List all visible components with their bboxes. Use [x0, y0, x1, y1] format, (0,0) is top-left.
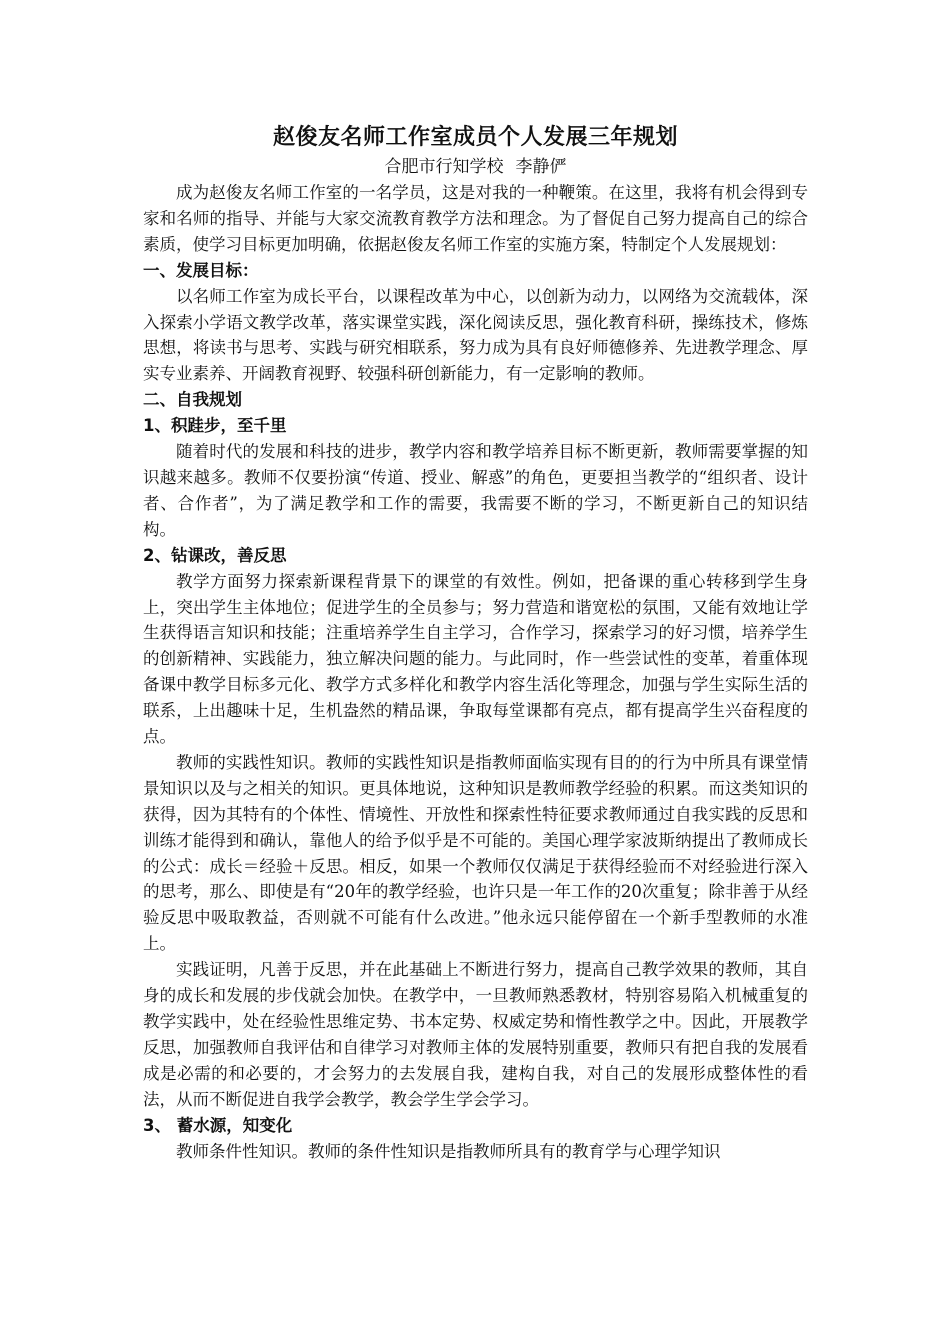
author-school: 合肥市行知学校	[384, 157, 504, 177]
section-heading-self-plan: 二、自我规划	[143, 390, 242, 410]
subsection-3-paragraph: 教师条件性知识。教师的条件性知识是指教师所具有的教育学与心理学知识	[176, 1141, 721, 1161]
subsection-1-paragraph: 随着时代的发展和科技的进步，教学内容和教学培养目标不断更新，教师需要掌握的知识越来越多。教师不仅要扮演“传道、授业、解惑”的角色，更要担当教学的“组织者、设计者、合作者”，为了满足教学和工作的需要，我需要不断的学习，不断更新自己的知识结构。	[143, 442, 808, 539]
subsection-heading-1: 1、积跬步，至千里	[143, 416, 287, 436]
subsection-2-paragraph-3: 实践证明，凡善于反思，并在此基础上不断进行努力，提高自己教学效果的教师，其自身的成长和发展的步伐就会加快。在教学中，一旦教师熟悉教材，特别容易陷入机械重复的教学实践中，处在经验性思维定势、书本定势、权威定势和惰性教学之中。因此，开展教学反思，加强教师自我评估和自律学习对教师主体的发展特别重要，教师只有把自我的发展看成是必需的和必要的，才会努力的去发展自我，建构自我，对自己的发展形成整体性的看法，从而不断促进自我学会教学，教会学生学会学习。	[143, 960, 808, 1109]
subsection-2-paragraph-2: 教师的实践性知识。教师的实践性知识是指教师面临实现有目的的行为中所具有课堂情景知识以及与之相关的知识。更具体地说，这种知识是教师教学经验的积累。而这类知识的获得，因为其特有的个体性、情境性、开放性和探索性特征要求教师通过自我实践的反思和训练才能得到和确认，靠他人的给予似乎是不可能的。美国心理学家波斯纳提出了教师成长的公式：成长＝经验＋反思。相反，如果一个教师仅仅满足于获得经验而不对经验进行深入的思考，那么、即使是有“20年的教学经验，也许只是一年工作的20次重复；除非善于从经验反思中吸取教益，否则就不可能有什么改进。”他永远只能停留在一个新手型教师的水准上。	[143, 752, 808, 954]
subsection-heading-3: 3、 蓄水源，知变化	[143, 1115, 293, 1135]
subsection-heading-2: 2、钻课改，善反思	[143, 545, 287, 565]
author-name: 李静俨	[515, 157, 567, 177]
author-line	[143, 154, 808, 180]
intro-paragraph: 成为赵俊友名师工作室的一名学员，这是对我的一种鞭策。在这里，我将有机会得到专家和名师的指导、并能与大家交流教育教学方法和理念。为了督促自己努力提高自己的综合素质，使学习目标更加明确，依据赵俊友名师工作室的实施方案，特制定个人发展规划：	[143, 183, 808, 254]
section-heading-goals: 一、发展目标：	[143, 260, 259, 280]
document-title: 赵俊友名师工作室成员个人发展三年规划	[272, 125, 678, 150]
subsection-2-paragraph-1: 教学方面努力探索新课程背景下的课堂的有效性。例如，把备课的重心转移到学生身上，突出学生主体地位；促进学生的全员参与；努力营造和谐宽松的氛围，又能有效地让学生获得语言知识和技能；注重培养学生自主学习，合作学习，探索学习的好习惯，培养学生的创新精神、实践能力，独立解决问题的能力。与此同时，作一些尝试性的变革，着重体现备课中教学目标多元化、教学方式多样化和教学内容生活化等理念，加强与学生实际生活的联系，上出趣味十足，生机盎然的精品课，争取每堂课都有亮点，都有提高学生兴奋程度的点。	[143, 571, 808, 747]
goals-paragraph: 以名师工作室为成长平台，以课程改革为中心，以创新为动力，以网络为交流载体，深入探索小学语文教学改革，落实课堂实践，深化阅读反思，强化教育科研，操练技术，修炼思想，将读书与思考、实践与研究相联系，努力成为具有良好师德修养、先进教学理念、厚实专业素养、开阔教育视野、较强科研创新能力，有一定影响的教师。	[143, 286, 808, 384]
